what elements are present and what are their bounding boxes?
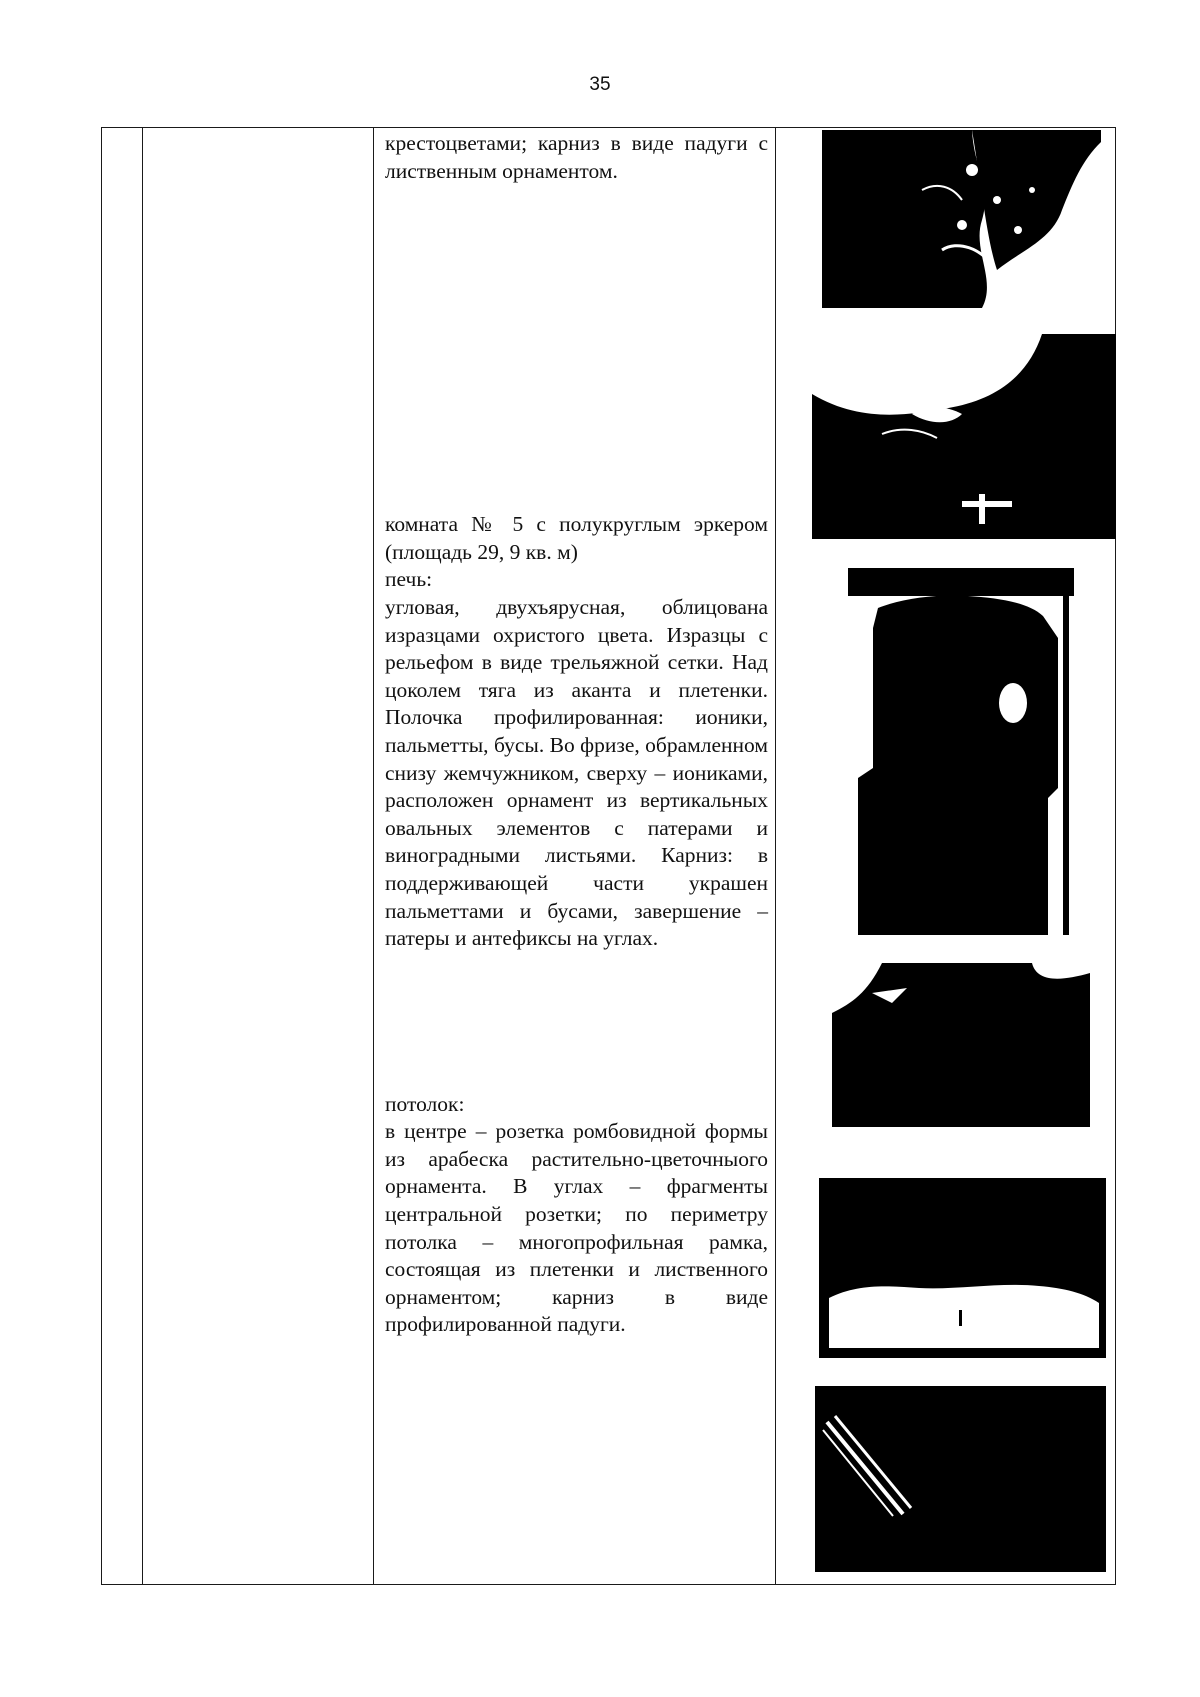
description-column [385, 130, 768, 1339]
photo-ceiling-frame-detail [819, 1178, 1106, 1358]
photo-corner-stove [848, 568, 1074, 935]
photo-ceiling-cornice [822, 130, 1101, 308]
cornice-continuation-text: крестоцветами; карниз в виде падуги с лиственным орнаментом. [385, 131, 768, 183]
column-divider-2 [373, 128, 374, 1584]
page-number: 35 [589, 74, 611, 95]
stove-description: угловая, двухъярусная, облицована изразцами охристого цвета. Изразцы с рельефом в виде трельяжной сетки. Над цоколем тяга из аканта и плетенки. Полочка профилированная: ионики, пальметты, бусы. Во фризе, обрамленном снизу жемчужником, сверху – иониками, расположен орнамент из вертикальных овальных элементов с патерами и виноградными листьями. Карниз: в поддерживающей части украшен пальметтами и бусами, завершение – патеры и антефиксы на углах. [385, 594, 768, 951]
photo-ceiling-rosette-image [812, 334, 1116, 539]
photo-ceiling-frame-detail-image [819, 1178, 1106, 1358]
ceiling-description: в центре – розетка ромбовидной формы из арабеска растительно-цветочныого орнамента. В углах – фрагменты центральной розетки; по периметру потолка – многопрофильная рамка, состоящая из плетенки и лиственного орнаментом; карниз в виде профилированной падуги. [385, 1119, 768, 1337]
photo-ceiling-rosette [812, 334, 1116, 539]
photo-stove-cornice-detail [832, 963, 1090, 1127]
room-heading: комната № 5 с полукруглым эркером (площадь 29, 9 кв. м) [385, 512, 768, 564]
stove-label: печь: [385, 567, 433, 592]
ceiling-label: потолок: [385, 1091, 465, 1116]
column-divider-1 [142, 128, 143, 1584]
photo-ceiling-corner-detail-image [815, 1386, 1106, 1572]
column-divider-3 [775, 128, 776, 1584]
photo-corner-stove-image [848, 568, 1074, 935]
photo-stove-cornice-detail-image [832, 963, 1090, 1127]
photo-ceiling-corner-detail [815, 1386, 1106, 1572]
photo-ceiling-cornice-image [822, 130, 1101, 308]
